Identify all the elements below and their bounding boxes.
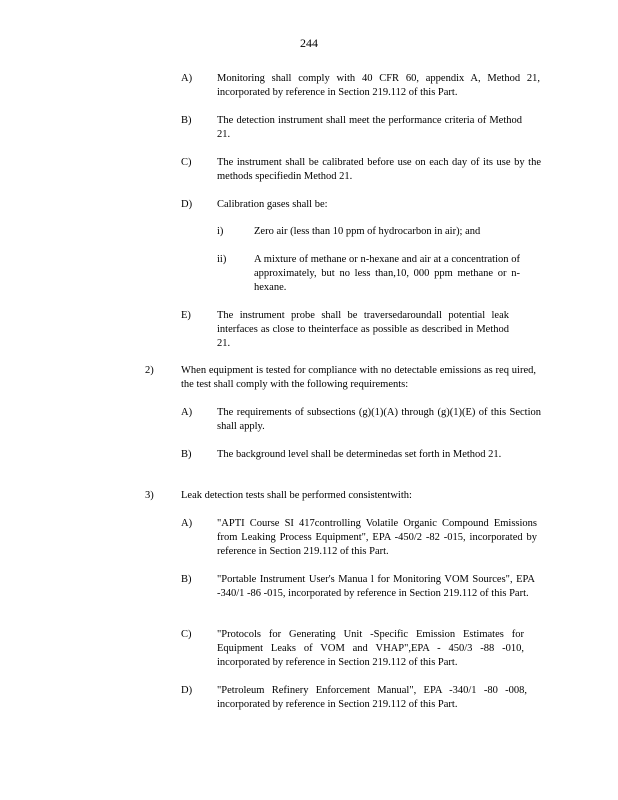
item-text: "Protocols for Generating Unit -Specific Emission Estimates for Equipment Leaks of VOM and VHAP",EPA - 450/3 -88 -010, incorporated by reference in Section 219.112 of this Part. <box>217 629 524 668</box>
item-text: Monitoring shall comply with 40 CFR 60, appendix A, Method 21, incorporated by reference in Section 219.112 of this Part. <box>217 73 540 98</box>
sub-item-label: ii) <box>217 254 227 265</box>
item-text: The detection instrument shall meet the performance criteria of Method 21. <box>217 115 522 140</box>
item-text: "Petroleum Refinery Enforcement Manual", EPA -340/1 -80 -008, incorporated by reference in Section 219.112 of this Part. <box>217 685 527 710</box>
list-item <box>0 684 618 714</box>
item-text: "APTI Course SI 417controlling Volatile Organic Compound Emissions from Leaking Process Equipment", EPA -450/2 -82 -015, incorporated by reference in Section 219.112 of this Part. <box>217 518 537 557</box>
item-label: A) <box>181 73 193 84</box>
list-item <box>0 628 618 672</box>
list-item <box>0 198 618 214</box>
item-label: 3) <box>145 490 154 501</box>
item-label: B) <box>181 574 192 585</box>
item-text: The background level shall be determinedas set forth in Method 21. <box>217 449 502 460</box>
sub-list-item <box>0 253 618 297</box>
item-label: D) <box>181 685 193 696</box>
list-item <box>0 448 618 478</box>
list-item <box>0 114 618 144</box>
item-text: "Portable Instrument User's Manua l for Monitoring VOM Sources", EPA -340/1 -86 -015, incorporated by reference in Section 219.112 of this Part. <box>217 574 535 599</box>
item-label: B) <box>181 449 192 460</box>
list-item <box>0 309 618 353</box>
list-item <box>0 364 618 394</box>
page-number: 244 <box>300 36 318 50</box>
item-label: 2) <box>145 365 154 376</box>
item-label: B) <box>181 115 192 126</box>
list-item <box>0 517 618 561</box>
item-text: Leak detection tests shall be performed consistentwith: <box>181 490 412 501</box>
sub-item-text: Zero air (less than 10 ppm of hydrocarbon in air); and <box>254 226 481 237</box>
list-item <box>0 72 618 102</box>
list-item <box>0 406 618 436</box>
list-item <box>0 573 618 617</box>
item-label: A) <box>181 518 193 529</box>
sub-item-label: i) <box>217 226 224 237</box>
sub-list-item <box>0 225 618 241</box>
item-text: The requirements of subsections (g)(1)(A) through (g)(1)(E) of this Section shall apply. <box>217 407 541 432</box>
item-label: C) <box>181 629 192 640</box>
item-label: D) <box>181 199 193 210</box>
item-text: Calibration gases shall be: <box>217 199 328 210</box>
item-text: When equipment is tested for compliance with no detectable emissions as req uired, the test shall comply with the following requirements: <box>181 365 536 390</box>
list-item <box>0 156 618 186</box>
item-label: A) <box>181 407 193 418</box>
item-label: E) <box>181 310 191 321</box>
sub-item-text: A mixture of methane or n-hexane and air at a concentration of approximately, but no less than,10, 000 ppm methane or n-hexane. <box>254 254 520 293</box>
item-text: The instrument probe shall be traversedaroundall potential leak interfaces as close to theinterface as possible as described in Method 21. <box>217 310 509 349</box>
item-text: The instrument shall be calibrated before use on each day of its use by the methods specifiedin Method 21. <box>217 157 541 182</box>
list-item <box>0 489 618 505</box>
item-label: C) <box>181 157 192 168</box>
